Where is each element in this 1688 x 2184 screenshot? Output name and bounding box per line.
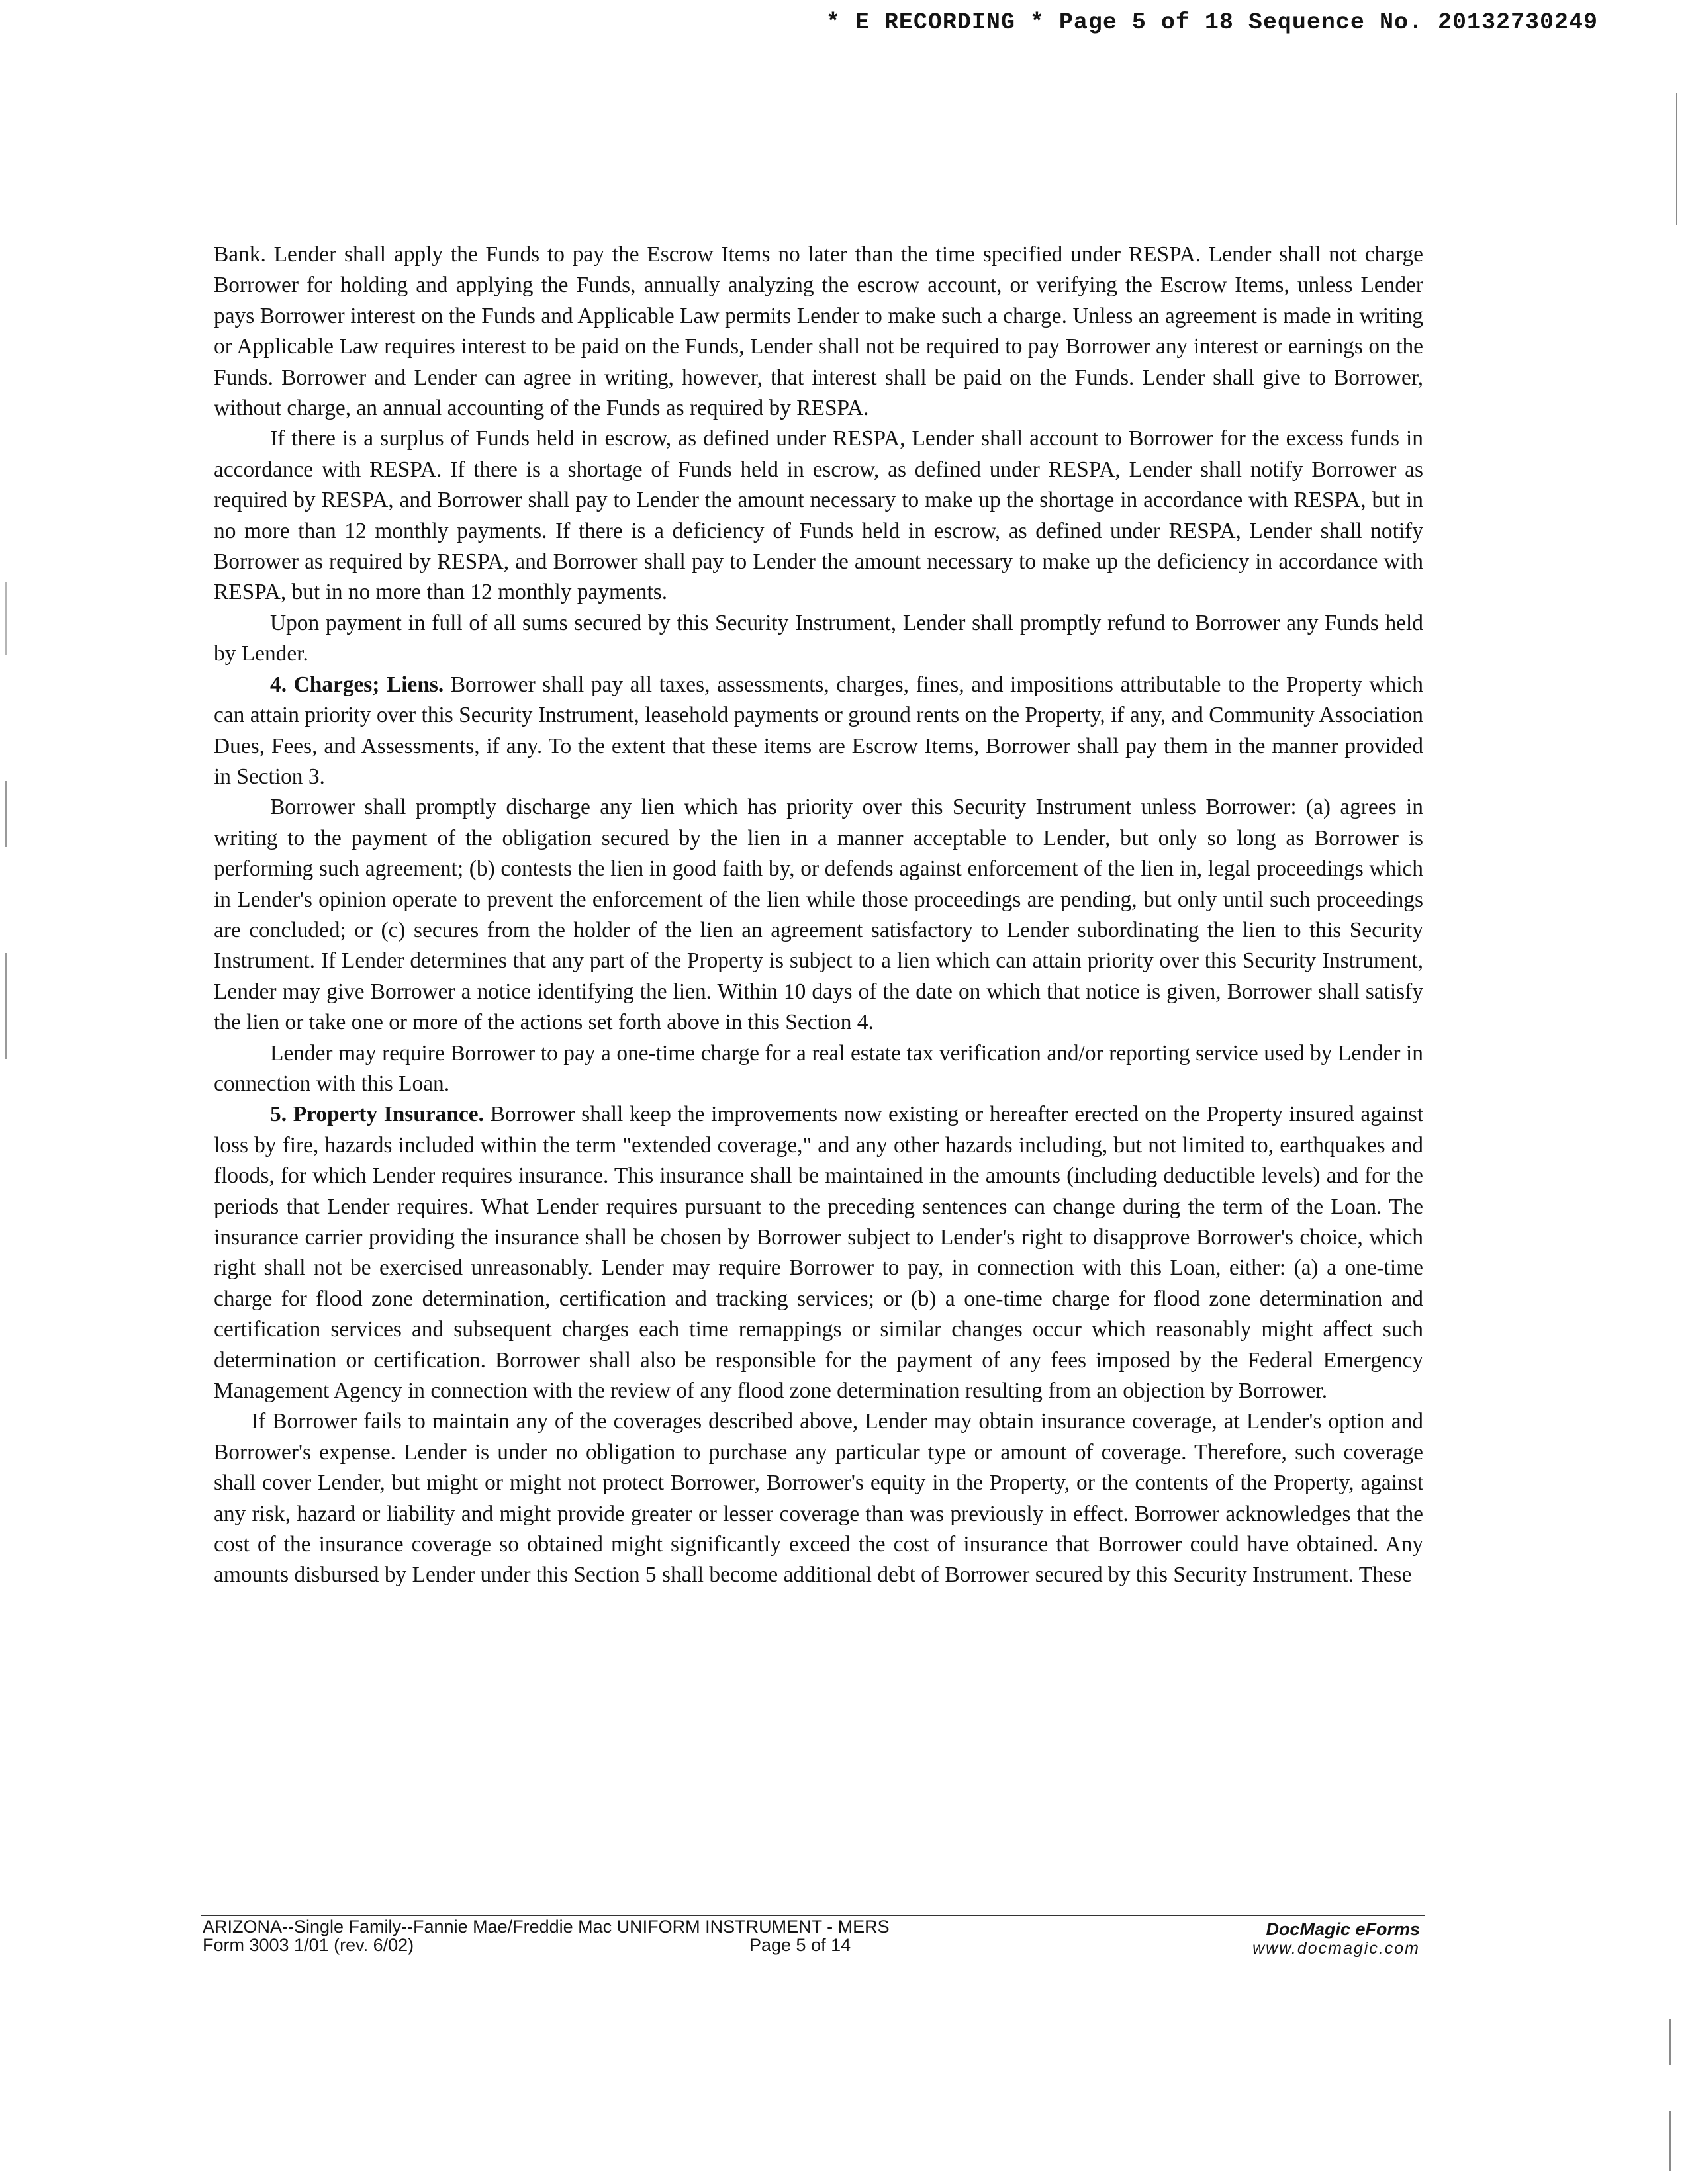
footer-form-line2: Form 3003 1/01 (rev. 6/02) [203, 1935, 414, 1955]
section-4-charges-liens [214, 670, 1423, 793]
scan-artifact-left-2 [5, 781, 7, 847]
paragraph-coverage-failure: If Borrower fails to maintain any of the coverages described above, Lender may obtain insurance coverage, at Lender's option and Borrower's expense. Lender is under no obligation to purchase any particular type or amount of coverage. Therefore, such coverage shall cover Lender, but might or might not protect Borrower, Borrower's equity in the Property, or the contents of the Property, against any risk, hazard or liability and might provide greater or lesser coverage than was previously in effect. Borrower acknowledges that the cost of the insurance coverage so obtained might significantly exceed the cost of insurance that Borrower could have obtained. Any amounts disbursed by Lender under this Section 5 shall become additional debt of Borrower secured by this Security Instrument. These [214, 1409, 1423, 1588]
footer-brand-block [1252, 1919, 1420, 1958]
section-5-heading: 5. Property Insurance. [270, 1102, 484, 1127]
scan-artifact-left-3 [5, 953, 7, 1059]
recording-header: * E RECORDING * Page 5 of 18 Sequence No. 20132730249 [825, 9, 1598, 36]
footer-divider [201, 1915, 1425, 1916]
paragraph-tax-verification: Lender may require Borrower to pay a one-time charge for a real estate tax verification and/or reporting service used by Lender in connection with this Loan. [214, 1040, 1423, 1096]
paragraph-escrow-surplus: If there is a surplus of Funds held in escrow, as defined under RESPA, Lender shall account to Borrower for the excess funds in accordance with RESPA. If there is a shortage of Funds held in escrow, as defined under RESPA, Lender shall notify Borrower as required by RESPA, and Borrower shall pay to Lender the amount necessary to make up the shortage in accordance with RESPA, but in no more than 12 monthly payments. If there is a deficiency of Funds held in escrow, as defined under RESPA, Lender shall notify Borrower as required by RESPA, and Borrower shall pay to Lender the amount necessary to make up the deficiency in accordance with RESPA, but in no more than 12 monthly payments. [214, 426, 1423, 605]
paragraph-refund: Upon payment in full of all sums secured by this Security Instrument, Lender shall promptly refund to Borrower any Funds held by Lender. [214, 610, 1423, 666]
docmagic-logo: DocMagic eForms [1266, 1919, 1420, 1939]
scan-artifact-right-bottom-1 [1669, 2019, 1671, 2065]
scan-artifact-right-top [1676, 93, 1677, 225]
section-4-heading: 4. Charges; Liens. [270, 672, 444, 697]
section-5-text: Borrower shall keep the improvements now existing or hereafter erected on the Property insured against loss by fire, hazards included within the term "extended coverage," and any other hazards including, but not limited to, earthquakes and floods, for which Lender requires insurance. This insurance shall be maintained in the amounts (including deductible levels) and for the periods that Lender requires. What Lender requires pursuant to the preceding sentences can change during the term of the Loan. The insurance carrier providing the insurance shall be chosen by Borrower subject to Lender's right to disapprove Borrower's choice, which right shall not be exercised unreasonably. Lender may require Borrower to pay, in connection with this Loan, either: (a) a one-time charge for flood zone determination, certification and tracking services; or (b) a one-time charge for flood zone determination and certification services and subsequent charges each time remappings or similar changes occur which reasonably might affect such determination or certification. Borrower shall also be responsible for the payment of any fees imposed by the Federal Emergency Management Agency in connection with the review of any flood zone determination resulting from an objection by Borrower. [214, 1102, 1423, 1404]
paragraph-lien-discharge: Borrower shall promptly discharge any lien which has priority over this Security Instrument unless Borrower: (a) agrees in writing to the payment of the obligation secured by the lien in a manner acceptable to Lender, but only so long as Borrower is performing such agreement; (b) contests the lien in good faith by, or defends against enforcement of the lien in, legal proceedings which in Lender's opinion operate to prevent the enforcement of the lien while those proceedings are pending, but only until such proceedings are concluded; or (c) secures from the holder of the lien an agreement satisfactory to Lender subordinating the lien to this Security Instrument. If Lender determines that any part of the Property is subject to a lien which can attain priority over this Security Instrument, Lender may give Borrower a notice identifying the lien. Within 10 days of the date on which that notice is given, Borrower shall satisfy the lien or take one or more of the actions set forth above in this Section 4. [214, 795, 1423, 1035]
docmagic-url: www.docmagic.com [1252, 1939, 1420, 1958]
scan-artifact-left-1 [5, 582, 7, 655]
document-body [214, 240, 1423, 1591]
paragraph-escrow-application: Bank. Lender shall apply the Funds to pay the Escrow Items no later than the time specified under RESPA. Lender shall not charge Borrower for holding and applying the Funds, annually analyzing the escrow account, or verifying the Escrow Items, unless Lender pays Borrower interest on the Funds and Applicable Law permits Lender to make such a charge. Unless an agreement is made in writing or Applicable Law requires interest to be paid on the Funds, Lender shall not be required to pay Borrower any interest or earnings on the Funds. Borrower and Lender can agree in writing, however, that interest shall be paid on the Funds. Lender shall give to Borrower, without charge, an annual accounting of the Funds as required by RESPA. [214, 242, 1423, 421]
section-4-text: Borrower shall pay all taxes, assessments, charges, fines, and impositions attributable to the Property which can attain priority over this Security Instrument, leasehold payments or ground rents on the Property, if any, and Community Association Dues, Fees, and Assessments, if any. To the extent that these items are Escrow Items, Borrower shall pay them in the manner provided in Section 3. [214, 672, 1423, 789]
footer-page-number: Page 5 of 14 [749, 1935, 851, 1955]
footer-form-line1: ARIZONA--Single Family--Fannie Mae/Freddie Mac UNIFORM INSTRUMENT - MERS [203, 1917, 890, 1936]
section-5-property-insurance [214, 1099, 1423, 1406]
scan-artifact-right-bottom-2 [1669, 2111, 1671, 2171]
